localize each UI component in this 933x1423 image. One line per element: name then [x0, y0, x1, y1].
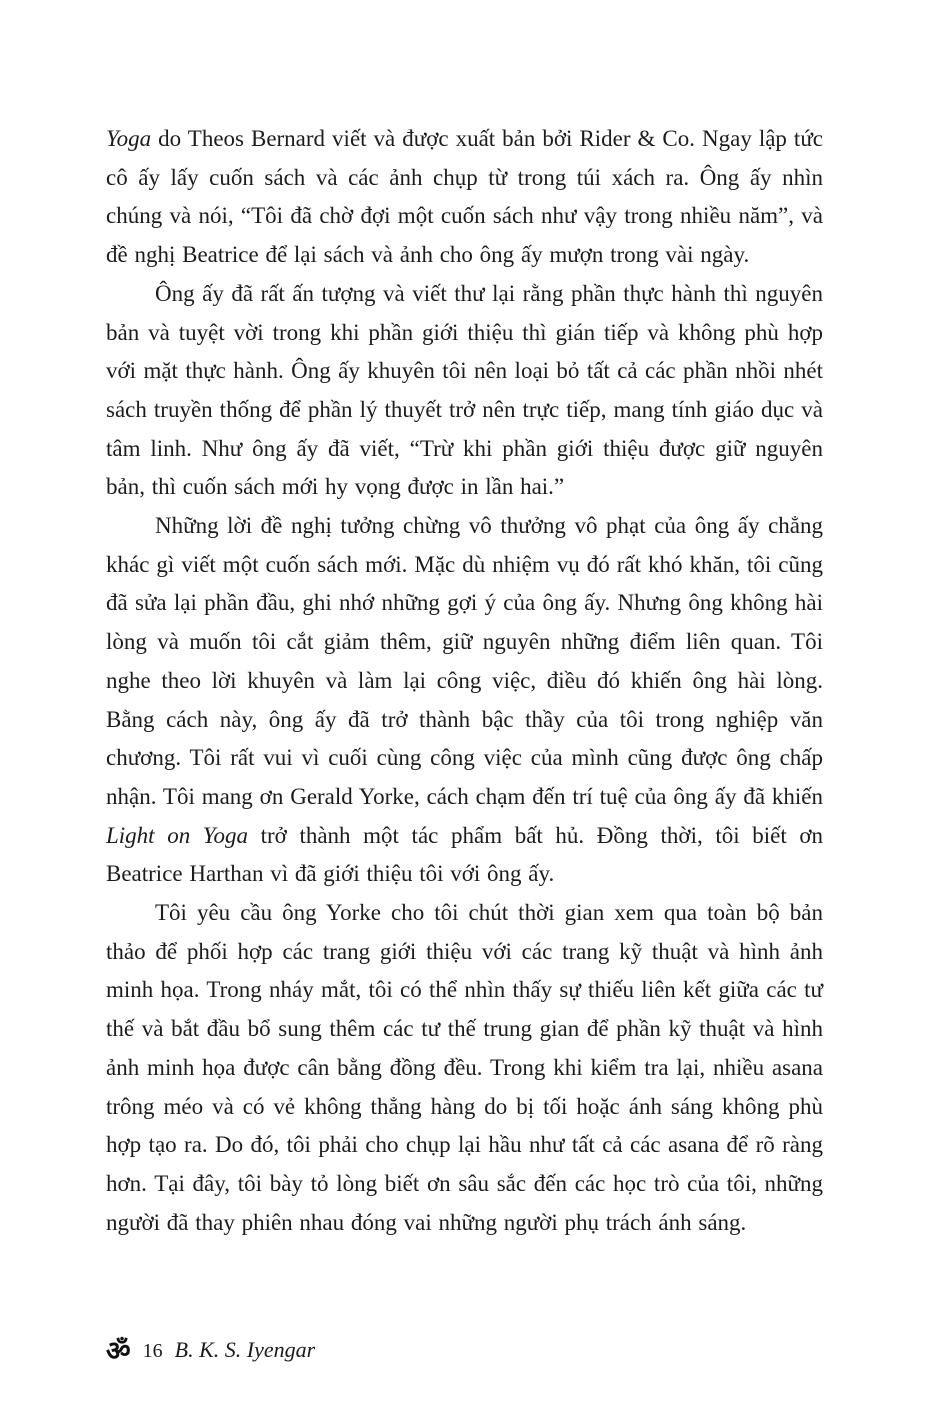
paragraph-4: Tôi yêu cầu ông Yorke cho tôi chút thời gian xem qua toàn bộ bản thảo để phối hợp các trang giới thiệu với các trang kỹ thuật và hình ảnh minh họa. Trong nháy mắt, tôi có thể nhìn thấy sự thiếu liên kết giữa các tư thế và bắt đầu bổ sung thêm các tư thế trung gian để phần kỹ thuật và hình ảnh minh họa được cân bằng đồng đều. Trong khi kiểm tra lại, nhiều asana trông méo và có vẻ không thẳng hàng do bị tối hoặc ánh sáng không phù hợp tạo ra. Do đó, tôi phải cho chụp lại hầu như tất cả các asana để rõ ràng hơn. Tại đây, tôi bày tỏ lòng biết ơn sâu sắc đến các học trò của tôi, những người đã thay phiên nhau đóng vai những người phụ trách ánh sáng. — [106, 900, 823, 1235]
text-block — [106, 120, 823, 1242]
paragraph-2: Ông ấy đã rất ấn tượng và viết thư lại rằng phần thực hành thì nguyên bản và tuyệt vời trong khi phần giới thiệu thì gián tiếp và không phù hợp với mặt thực hành. Ông ấy khuyên tôi nên loại bỏ tất cả các phần nhồi nhét sách truyền thống để phần lý thuyết trở nên trực tiếp, mang tính giáo dục và tâm linh. Như ông ấy đã viết, “Trừ khi phần giới thiệu được giữ nguyên bản, thì cuốn sách mới hy vọng được in lần hai.” — [106, 280, 823, 500]
paragraph-3: Những lời đề nghị tưởng chừng vô thưởng vô phạt của ông ấy chẳng khác gì viết một cuốn sách mới. Mặc dù nhiệm vụ đó rất khó khăn, tôi cũng đã sửa lại phần đầu, ghi nhớ những gợi ý của ông ấy. Nhưng ông không hài lòng và muốn tôi cắt giảm thêm, giữ nguyên những điểm liên quan. Tôi nghe theo lời khuyên và làm lại công việc, điều đó khiến ông hài lòng. Bằng cách này, ông ấy đã trở thành bậc thầy của tôi trong nghiệp văn chương. Tôi rất vui vì cuối cùng công việc của mình cũng được ông chấp nhận. Tôi mang ơn Gerald Yorke, cách chạm đến trí tuệ của ông ấy đã khiến Light on Yoga trở thành một tác phẩm bất hủ. Đồng thời, tôi biết ơn Beatrice Harthan vì đã giới thiệu tôi với ông ấy. — [106, 513, 823, 887]
author-name: B. K. S. Iyengar — [174, 1337, 316, 1362]
paragraph-1: Yoga do Theos Bernard viết và được xuất bản bởi Rider & Co. Ngay lập tức cô ấy lấy cuốn sách và các ảnh chụp từ trong túi xách ra. Ông ấy nhìn chúng và nói, “Tôi đã chờ đợi một cuốn sách như vậy trong nhiều năm”, và đề nghị Beatrice để lại sách và ảnh cho ông ấy mượn trong vài ngày. — [106, 126, 823, 268]
page-number: 16 — [142, 1340, 163, 1362]
page-footer — [106, 1328, 315, 1365]
om-icon: ॐ — [106, 1336, 131, 1366]
